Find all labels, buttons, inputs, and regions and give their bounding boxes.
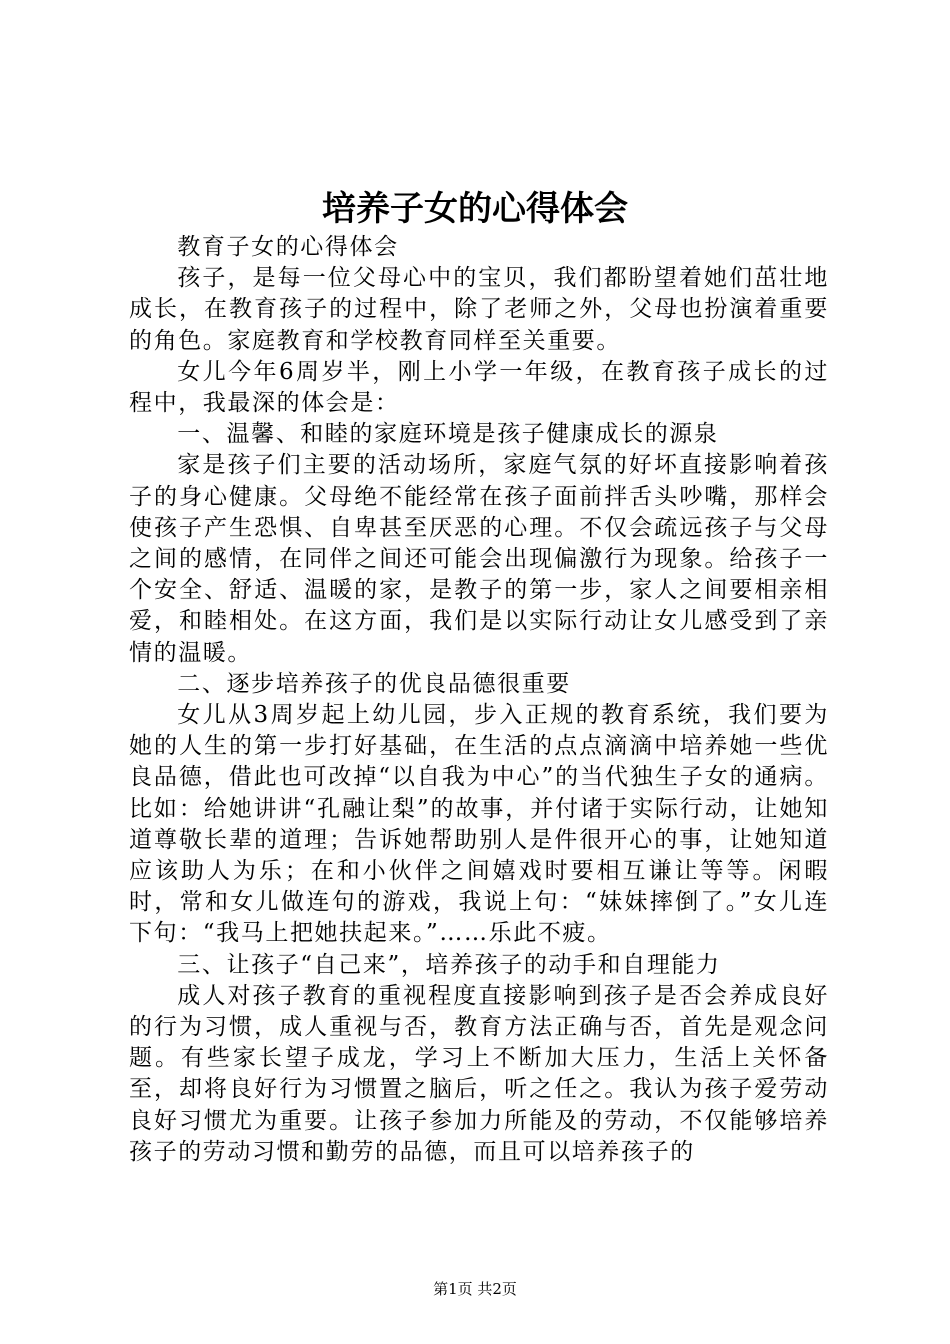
section-heading-1: 一、温馨、和睦的家庭环境是孩子健康成长的源泉 [177, 421, 719, 448]
section-heading-3: 三、让孩子“自己来”，培养孩子的动手和自理能力 [177, 951, 721, 978]
page-number-footer: 第1页 共2页 [433, 1280, 517, 1298]
document-title: 培养子女的心得体会 [322, 189, 628, 229]
paragraph-section-3: 成人对孩子教育的重视程度直接影响到孩子是否会养成良好的行为习惯，成人重视与否，教育方法正确与否，首先是观念问题。有些家长望子成龙，学习上不断加大压力，生活上关怀备至，却将良好行为习惯置之脑后，听之任之。我认为孩子爱劳动良好习惯尤为重要。让孩子参加力所能及的劳动，不仅能够培养孩子的劳动习惯和勤劳的品德，而且可以培养孩子的 [129, 982, 829, 1165]
paragraph-daughter: 女儿今年6周岁半，刚上小学一年级，在教育孩子成长的过程中，我最深的体会是： [129, 358, 829, 417]
paragraph-subtitle: 教育子女的心得体会 [177, 234, 399, 260]
paragraph-section-1: 家是孩子们主要的活动场所，家庭气氛的好坏直接影响着孩子的身心健康。父母绝不能经常在孩子面前拌舌头吵嘴，那样会使孩子产生恐惧、自卑甚至厌恶的心理。不仅会疏远孩子与父母之间的感情，在同伴之间还可能会出现偏激行为现象。给孩子一个安全、舒适、温暖的家，是教子的第一步，家人之间要相亲相爱，和睦相处。在这方面，我们是以实际行动让女儿感受到了亲情的温暖。 [129, 452, 829, 666]
section-heading-2: 二、逐步培养孩子的优良品德很重要 [177, 670, 571, 697]
document-body [129, 232, 829, 1168]
paragraph-section-2: 女儿从3周岁起上幼儿园，步入正规的教育系统，我们要为她的人生的第一步打好基础，在生活的点点滴滴中培养她一些优良品德，借此也可改掉“以自我为中心”的当代独生子女的通病。比如：给她讲讲“孔融让梨”的故事，并付诸于实际行动，让她知道尊敬长辈的道理；告诉她帮助别人是件很开心的事，让她知道应该助人为乐；在和小伙伴之间嬉戏时要相互谦让等等。闲暇时，常和女儿做连句的游戏，我说上句：“妹妹摔倒了。”女儿连下句：“我马上把她扶起来。”……乐此不疲。 [129, 702, 829, 947]
paragraph-intro: 孩子，是每一位父母心中的宝贝，我们都盼望着她们茁壮地成长，在教育孩子的过程中，除了老师之外，父母也扮演着重要的角色。家庭教育和学校教育同样至关重要。 [129, 265, 829, 354]
